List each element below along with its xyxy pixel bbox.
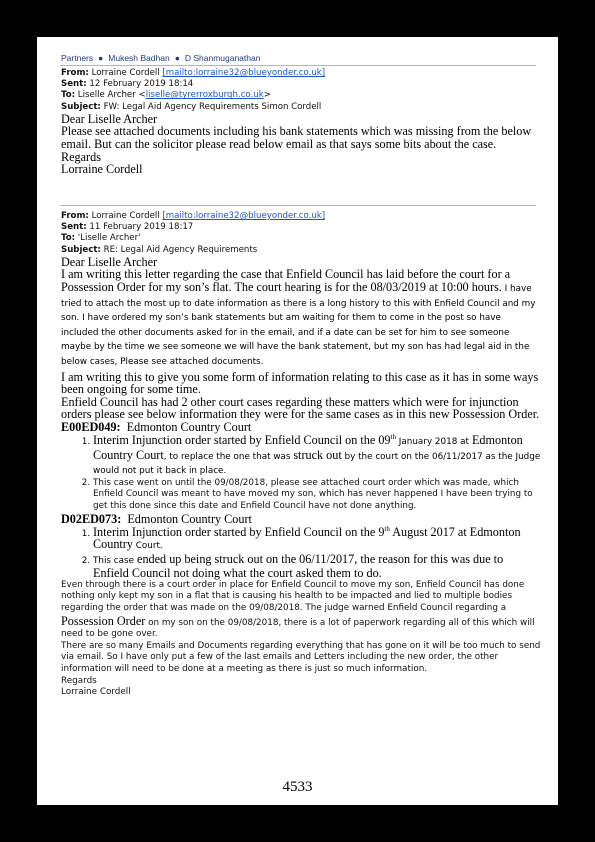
paragraph: There are so many Emails and Documents regarding everything that has gone on it will be too much to send via email. So I have only put a few of the last emails and Letters including the new order, the other information will need to be done at a meeting as there is just so much information. — [61, 640, 541, 675]
bullet-separator: ● — [174, 53, 180, 63]
email-to-line: To: Liselle Archer <liselle@tyrerroxburgh.co.uk> — [61, 90, 271, 101]
email-link[interactable]: [mailto:lorraine32@blueyonder.co.uk] — [162, 68, 326, 78]
page-number: 4533 — [282, 779, 313, 795]
divider — [60, 65, 536, 66]
recipient: D Shanmuganathan — [184, 53, 261, 63]
bullet-separator: ● — [98, 53, 104, 63]
list-item: 1. Interim Injunction order started by Enfield Council on the 9th August 2017 at Edmonton Country Court. — [93, 526, 541, 553]
case-heading: E00ED049: Edmonton Country Court — [61, 419, 252, 434]
signature: Lorraine Cordell — [61, 687, 131, 698]
email-from-line: From: Lorraine Cordell [mailto:lorraine32@blueyonder.co.uk] — [61, 68, 326, 78]
paragraph: I am writing this letter regarding the case that Enfield Council has laid before the court for a Possession Order for my son’s flat. The court hearing is for the 08/03/2019 at 10:00 hours. I have tried to attach the most up to date information as there is a long history to this with Enfield Council and my son. I have ordered my son’s bank statements but am waiting for them to come in the post so have included the other documents asked for in the email, and if a date can be set for him to see someone maybe by the time we see someone we will have the bank statement, but my son has had legal aid in the below cases, Please see attached documents. — [61, 267, 536, 367]
email-from-line: From: Lorraine Cordell [mailto:lorraine32@blueyonder.co.uk] — [61, 211, 326, 221]
document-page — [37, 37, 558, 805]
case-list — [61, 526, 541, 580]
recipient-list — [61, 53, 260, 63]
email-forward — [61, 68, 541, 176]
email-link[interactable]: liselle@tyrerroxburgh.co.uk — [145, 90, 264, 101]
paragraph: Even through there is a court order in place for Enfield Council to move my son, Enfield Council has done nothing only kept my son in a flat that is causing his health to be impacted and lied to multiple bodies regarding the order that was made on the 09/08/2018. The judge warned Enfield Council regarding a Possession Order on my son on the 09/08/2018, there is a lot of paperwork regarding all of this which will need to be gone over. — [61, 579, 535, 640]
paragraph: I am writing this to give you some form of information relating to this case as it has in some ways been ongoing for some time. — [61, 369, 539, 397]
email-subject-line: Subject: RE: Legal Aid Agency Requirements — [61, 244, 258, 255]
recipient: Partners — [61, 53, 94, 63]
signature: Lorraine Cordell — [61, 162, 143, 177]
divider — [60, 205, 536, 206]
email-body: Please see attached documents including his bank statements which was missing from the below email. But can the solicitor please read below email as that says some bits about the case. — [61, 124, 532, 151]
email-subject-line: Subject: FW: Legal Aid Agency Requirements Simon Cordell — [61, 101, 322, 112]
email-sent-line: Sent: 12 February 2019 18:14 — [61, 79, 194, 90]
email-original — [61, 211, 541, 699]
email-sent-line: Sent: 11 February 2019 18:17 — [61, 222, 194, 233]
email-to-line: To: 'Liselle Archer' — [61, 233, 141, 244]
greeting: Dear Liselle Archer — [61, 111, 158, 126]
list-item: 2. This case went on until the 09/08/2018, please see attached court order which was made, which Enfield Council was meant to have moved my son, which has never happened I have been trying to get this done since this date and Enfield Council have not done anything. — [93, 478, 541, 513]
paragraph: Enfield Council has had 2 other court cases regarding these matters which were for injunction orders please see below information they were for the same cases as in this new Possession Order. — [61, 394, 540, 422]
list-item: 1. Interim Injunction order started by Enfield Council on the 09th January 2018 at Edmonton Country Court, to replace the one that was struck out by the court on the 06/11/2017 as the Judge would not put it back in place. — [93, 434, 541, 478]
email-link[interactable]: [mailto:lorraine32@blueyonder.co.uk] — [162, 211, 326, 221]
closing: Regards — [61, 149, 101, 164]
greeting: Dear Liselle Archer — [61, 254, 158, 269]
case-heading: D02ED073: Edmonton Country Court — [61, 511, 252, 526]
closing: Regards — [61, 675, 97, 686]
case-list — [61, 434, 541, 513]
list-item: 2. This case ended up being struck out on the 06/11/2017, the reason for this was due to Enfield Council not doing what the court asked them to do. — [93, 553, 541, 580]
recipient: Mukesh Badhan — [108, 53, 170, 63]
